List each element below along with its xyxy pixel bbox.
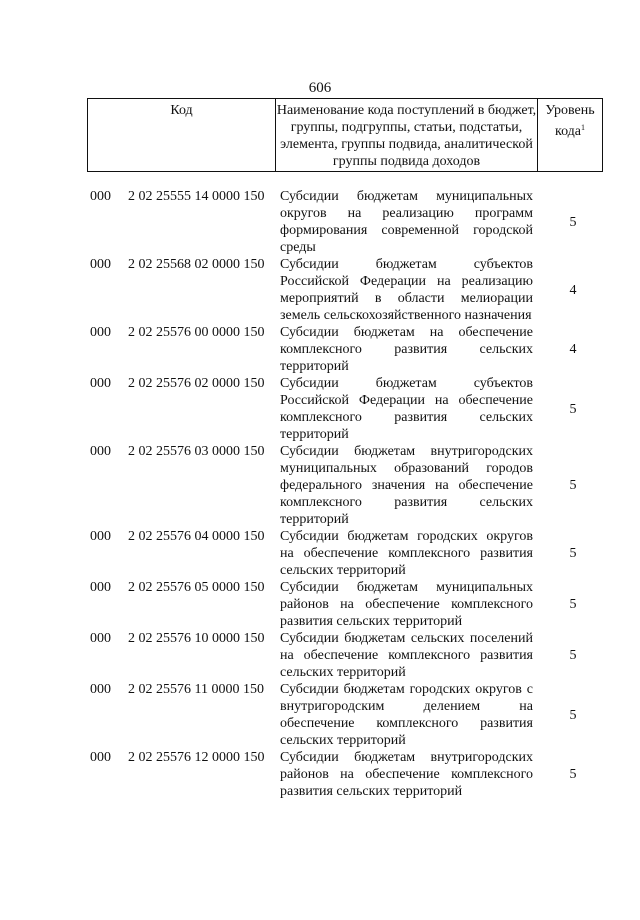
row-admin-code: 000 bbox=[90, 529, 111, 544]
table-row bbox=[87, 528, 603, 579]
row-code: 2 02 25576 10 0000 150 bbox=[128, 631, 265, 646]
row-admin-code: 000 bbox=[90, 325, 111, 340]
table-row bbox=[87, 630, 603, 681]
table-row bbox=[87, 375, 603, 443]
row-level: 4 bbox=[569, 342, 577, 357]
row-level: 5 bbox=[569, 767, 577, 782]
row-code: 2 02 25576 12 0000 150 bbox=[128, 750, 265, 765]
header-level-label: Уровень кода bbox=[545, 103, 595, 139]
row-admin-code: 000 bbox=[90, 682, 111, 697]
header-level-footnote: 1 bbox=[581, 123, 586, 132]
header-level bbox=[538, 99, 602, 171]
row-name: Субсидии бюджетам субъектов Российской Федерации на обеспечение комплексного развития сельских территорий bbox=[280, 376, 533, 442]
row-level: 5 bbox=[569, 214, 577, 230]
row-level: 5 bbox=[569, 546, 577, 561]
row-code: 2 02 25576 04 0000 150 bbox=[128, 529, 265, 544]
table-row bbox=[87, 681, 603, 749]
row-level: 5 bbox=[569, 401, 577, 417]
table-row bbox=[87, 749, 603, 800]
table-row bbox=[87, 324, 603, 375]
table-row bbox=[87, 579, 603, 630]
row-name: Субсидии бюджетам субъектов Российской Федерации на реализацию мероприятий в области мелиорации земель сельскохозяйственного назначения bbox=[280, 257, 533, 323]
row-code: 2 02 25555 14 0000 150 bbox=[128, 189, 265, 204]
table-row bbox=[87, 443, 603, 528]
row-code: 2 02 25576 11 0000 150 bbox=[128, 682, 264, 697]
row-name: Субсидии бюджетам городских округов на обеспечение комплексного развития сельских территорий bbox=[280, 529, 533, 578]
row-admin-code: 000 bbox=[90, 444, 111, 459]
row-admin-code: 000 bbox=[90, 750, 111, 765]
table-body bbox=[87, 188, 603, 800]
row-name: Субсидии бюджетам внутригородских муниципальных образований городов федерального значения на обеспечение комплексного развития сельских территорий bbox=[280, 444, 533, 527]
table-row bbox=[87, 188, 603, 256]
row-code: 2 02 25576 05 0000 150 bbox=[128, 580, 265, 595]
row-admin-code: 000 bbox=[90, 376, 111, 391]
row-level: 5 bbox=[569, 597, 577, 612]
page-number: 606 bbox=[308, 80, 332, 96]
row-name: Субсидии бюджетам внутригородских районов на обеспечение комплексного развития сельских территорий bbox=[280, 750, 533, 799]
row-name: Субсидии бюджетам сельских поселений на обеспечение комплексного развития сельских территорий bbox=[280, 631, 533, 680]
table-row bbox=[87, 256, 603, 324]
row-code: 2 02 25576 00 0000 150 bbox=[128, 325, 265, 340]
row-code: 2 02 25576 02 0000 150 bbox=[128, 376, 265, 391]
header-name: Наименование кода поступлений в бюджет, группы, подгруппы, статьи, подстатьи, элемента, группы подвида, аналитической группы подвида доходов bbox=[276, 99, 538, 171]
row-name: Субсидии бюджетам на обеспечение комплексного развития сельских территорий bbox=[280, 325, 533, 374]
row-name: Субсидии бюджетам муниципальных округов на реализацию программ формирования современной городской среды bbox=[280, 189, 533, 255]
row-name: Субсидии бюджетам муниципальных районов на обеспечение комплексного развития сельских территорий bbox=[280, 580, 533, 629]
row-level: 5 bbox=[569, 707, 577, 723]
row-code: 2 02 25568 02 0000 150 bbox=[128, 257, 265, 272]
row-level: 5 bbox=[569, 648, 577, 663]
row-admin-code: 000 bbox=[90, 257, 111, 272]
row-admin-code: 000 bbox=[90, 189, 111, 204]
row-code: 2 02 25576 03 0000 150 bbox=[128, 444, 265, 459]
row-level: 5 bbox=[569, 478, 577, 493]
row-level: 4 bbox=[569, 282, 577, 298]
table-header bbox=[87, 98, 603, 172]
row-admin-code: 000 bbox=[90, 580, 111, 595]
row-admin-code: 000 bbox=[90, 631, 111, 646]
header-code: Код bbox=[88, 99, 276, 171]
row-name: Субсидии бюджетам городских округов с внутригородским делением на обеспечение комплексного развития сельских территорий bbox=[280, 682, 533, 748]
